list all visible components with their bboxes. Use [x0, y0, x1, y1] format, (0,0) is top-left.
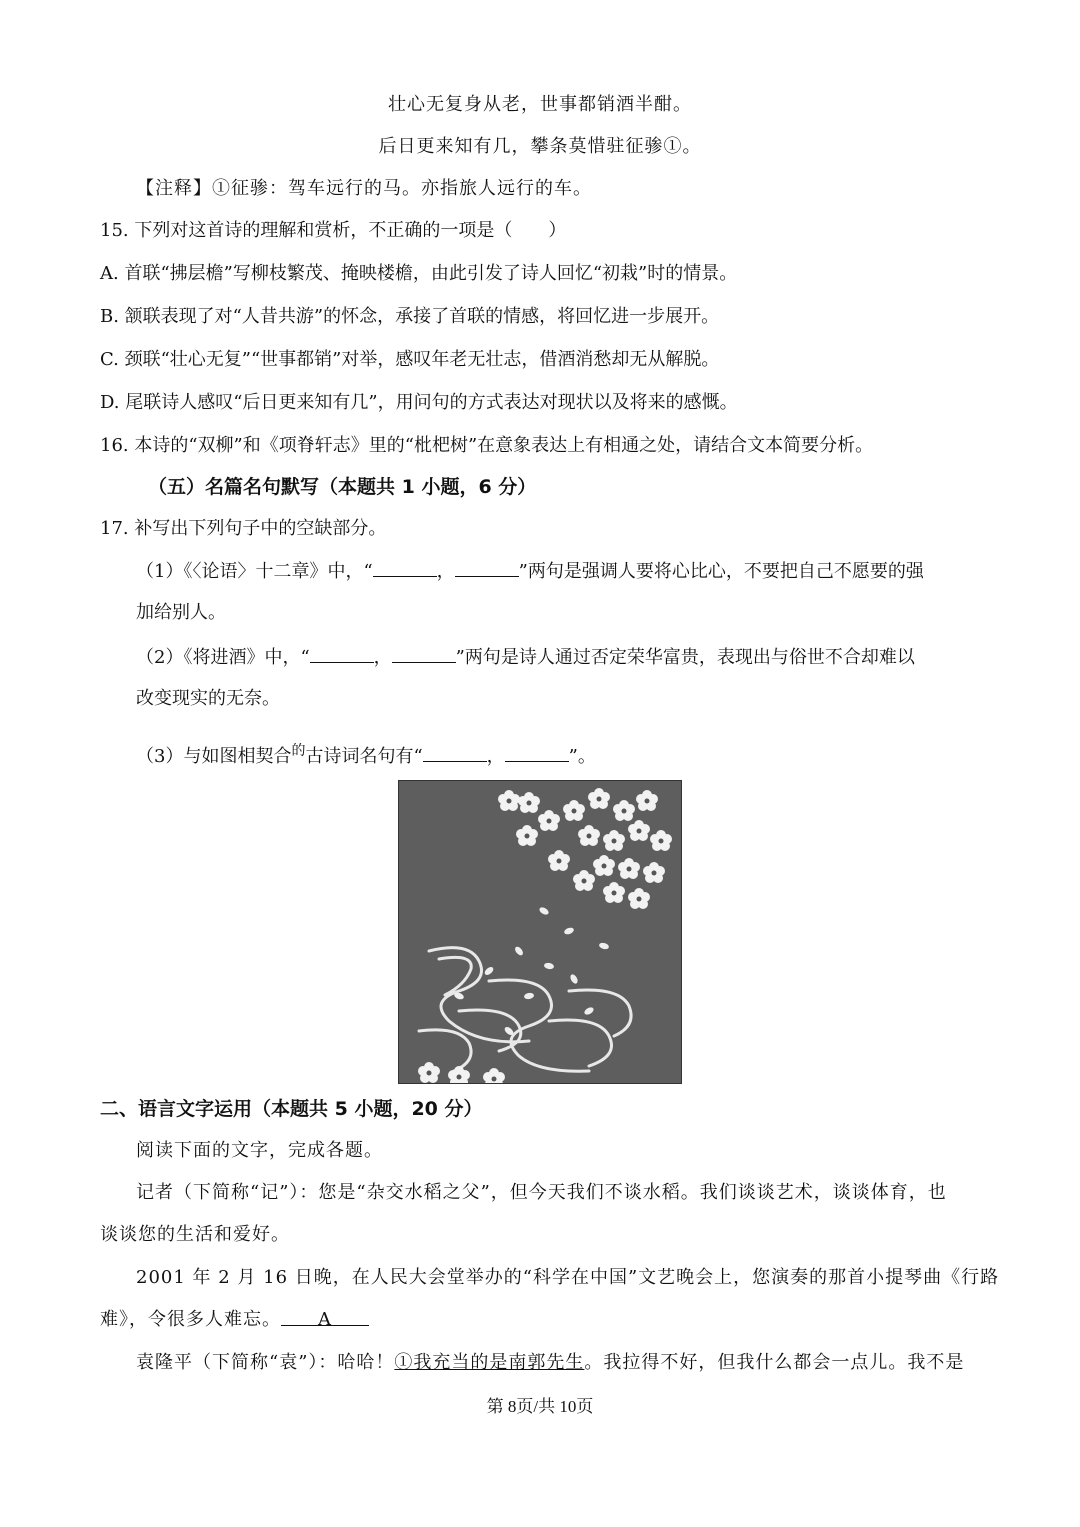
reading-paragraph-1: 记者（下简称“记”）：您是“杂交水稻之父”，但今天我们不谈水稻。我们谈谈艺术，谈谈体育，也 [136, 1182, 947, 1203]
part-2-suffix: ”两句是诗人通过否定荣华富贵，表现出与俗世不合却难以 [455, 647, 915, 668]
part-3-suffix: ”。 [568, 746, 596, 767]
part-1-prefix: （1）《〈论语〉十二章》中，“ [136, 561, 373, 582]
part-3-separator: ， [486, 746, 505, 767]
question-17-part-3 [136, 738, 596, 770]
question-17-part-1 [136, 558, 924, 585]
paragraph-3-text: 。我拉得不好，但我什么都会一点儿。我不是 [584, 1352, 965, 1373]
answer-blank-6[interactable] [505, 743, 569, 762]
part-2-prefix: （2）《将进酒》中，“ [136, 647, 310, 668]
blossom-stream-illustration [398, 780, 682, 1084]
paragraph-3-speaker: 袁隆平（下简称“袁”）：哈哈！ [136, 1352, 395, 1373]
question-15-option-c: C. 颈联“壮心无复”“世事都销”对举，感叹年老无壮志，借酒消愁却无从解脱。 [100, 349, 720, 370]
answer-blank-1[interactable] [373, 558, 437, 577]
poem-line-1: 壮心无复身从老，世事都销酒半酣。 [388, 94, 692, 115]
answer-blank-a[interactable]: A [281, 1307, 369, 1326]
question-15-option-a: A. 首联“拂层檐”写柳枝繁茂、掩映楼檐，由此引发了诗人回忆“初栽”时的情景。 [100, 263, 738, 284]
reading-paragraph-2: 2001 年 2 月 16 日晚，在人民大会堂举办的“科学在中国”文艺晚会上，您演奏的那首小提琴曲《行路 [136, 1267, 1000, 1288]
answer-blank-2[interactable] [455, 558, 519, 577]
question-15-option-d: D. 尾联诗人感叹“后日更来知有几”，用问句的方式表达对现状以及将来的感慨。 [100, 392, 738, 413]
part-1-suffix: ”两句是强调人要将心比心，不要把自己不愿要的强 [518, 561, 924, 582]
question-15-stem: 15. 下列对这首诗的理解和赏析，不正确的一项是（ ） [100, 220, 567, 241]
underlined-sentence-1: ①我充当的是南郭先生 [394, 1352, 585, 1373]
answer-blank-4[interactable] [392, 644, 456, 663]
part-3-superscript: 的 [291, 743, 306, 759]
part-1-separator: ， [436, 561, 455, 582]
annotation-note: 【注释】①征骖：驾车远行的马。亦指旅人远行的车。 [136, 178, 592, 199]
part-3-mid: 古诗词名句有“ [305, 746, 423, 767]
reading-intro: 阅读下面的文字，完成各题。 [136, 1140, 383, 1161]
question-17-part-2 [136, 644, 915, 671]
paragraph-2-text: 难》，令很多人难忘。 [100, 1309, 281, 1330]
question-16: 16. 本诗的“双柳”和《项脊轩志》里的“枇杷树”在意象表达上有相通之处，请结合文本简要分析。 [100, 435, 874, 456]
part-2-separator: ， [373, 647, 392, 668]
reading-paragraph-3 [136, 1350, 964, 1376]
reading-paragraph-2-cont [100, 1307, 369, 1333]
section-5-heading: （五）名篇名句默写（本题共 1 小题，6 分） [148, 476, 537, 498]
illustration-svg [399, 781, 681, 1083]
question-17-part-1-cont: 加给别人。 [136, 602, 226, 623]
poem-line-2: 后日更来知有几，攀条莫惜驻征骖①。 [378, 136, 702, 157]
answer-blank-3[interactable] [310, 644, 374, 663]
question-17-stem: 17. 补写出下列句子中的空缺部分。 [100, 518, 387, 539]
answer-blank-5[interactable] [423, 743, 487, 762]
reading-paragraph-1-cont: 谈谈您的生活和爱好。 [100, 1224, 290, 1245]
part-3-prefix: （3）与如图相契合 [136, 746, 292, 767]
question-17-part-2-cont: 改变现实的无奈。 [136, 688, 280, 709]
question-15-option-b: B. 颔联表现了对“人昔共游”的怀念，承接了首联的情感，将回忆进一步展开。 [100, 306, 720, 327]
page-footer: 第 8页/共 10页 [486, 1397, 594, 1416]
section-2-heading: 二、语言文字运用（本题共 5 小题，20 分） [100, 1098, 483, 1120]
